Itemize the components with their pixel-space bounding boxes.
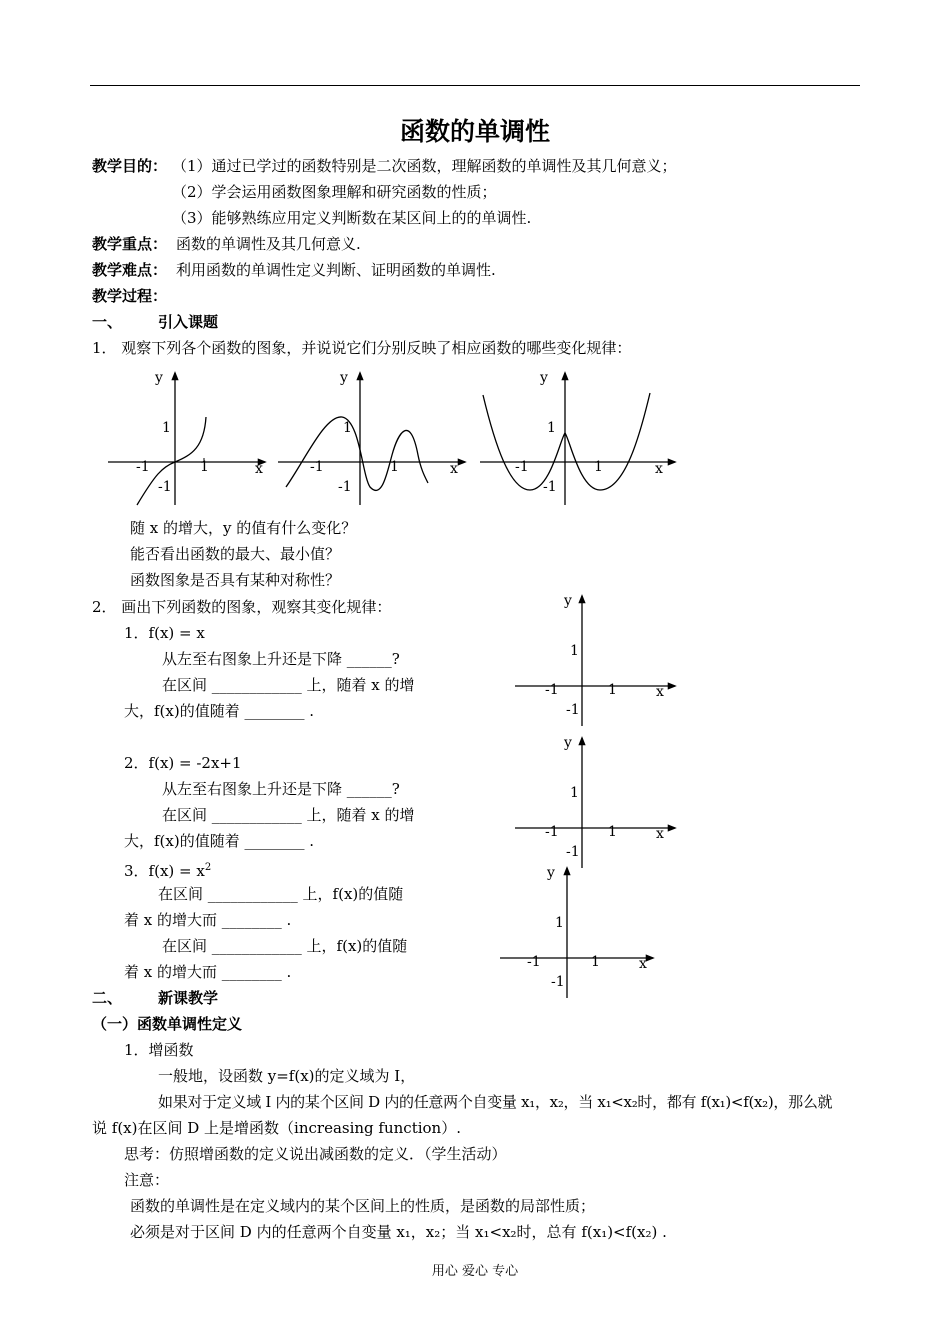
ex1-line1: 从左至右图象上升还是下降 ______? [162, 650, 400, 668]
goals-label: 教学目的： [92, 157, 168, 175]
question-line-1: 随 x 的增大，y 的值有什么变化？ [130, 519, 357, 537]
ex3-line1: 在区间 ____________ 上，f(x)的值随 [158, 885, 404, 903]
tick-one-y: 1 [547, 420, 556, 436]
tick-one-x: 1 [608, 824, 617, 840]
difficult-points-text: 利用函数的单调性定义判断、证明函数的单调性. [176, 261, 496, 279]
ex3-exponent: 2 [204, 862, 212, 873]
page-footer: 用心 爱心 专心 [431, 1264, 519, 1279]
goal-3: （3）能够熟练应用定义判断数在某区间上的的单调性. [172, 209, 532, 227]
increasing-line1: 一般地，设函数 y=f(x)的定义域为 I， [158, 1067, 416, 1085]
section2-number: 二、 [92, 989, 123, 1007]
tick-one-y: 1 [162, 420, 171, 436]
tick-neg-one-x: -1 [136, 459, 150, 475]
key-points-text: 函数的单调性及其几何意义. [176, 235, 361, 253]
question-line-3: 函数图象是否具有某种对称性？ [130, 571, 341, 589]
tick-neg-one-y: -1 [338, 479, 352, 495]
x-label: x [656, 684, 664, 700]
x-label: x [639, 956, 647, 972]
ex2-line2: 在区间 ____________ 上，随着 x 的增 [162, 806, 415, 824]
y-label: y [564, 593, 572, 609]
section2-title: 新课教学 [158, 989, 219, 1007]
ex2-line1: 从左至右图象上升还是下降 ______? [162, 780, 400, 798]
tick-neg-one-y: -1 [566, 702, 580, 718]
key-points-label: 教学重点： [92, 235, 168, 253]
note-label: 注意： [124, 1171, 170, 1189]
graph-w-shape [475, 365, 680, 510]
tick-neg-one-y: -1 [566, 844, 580, 860]
section1-title: 引入课题 [158, 313, 219, 331]
ex1-line3: 大，f(x)的值随着 ________ . [124, 702, 315, 720]
ex1-line2: 在区间 ____________ 上，随着 x 的增 [162, 676, 415, 694]
y-label: y [340, 370, 348, 386]
subsection-1-title: （一）函数单调性定义 [92, 1015, 243, 1033]
blank-axes-3 [495, 862, 665, 1002]
tick-one-x: 1 [390, 459, 399, 475]
tick-one-y: 1 [555, 915, 564, 931]
curve [483, 393, 650, 490]
question-1: 1． 观察下列各个函数的图象，并说说它们分别反映了相应函数的哪些变化规律： [92, 339, 632, 357]
section1-number: 一、 [92, 313, 123, 331]
increasing-line3: 说 f(x)在区间 D 上是增函数（increasing function）. [92, 1119, 461, 1137]
x-label: x [255, 461, 263, 477]
graph-wave [270, 365, 470, 510]
y-label: y [547, 865, 555, 881]
tick-neg-one-x: -1 [515, 459, 529, 475]
header-rule [90, 85, 860, 86]
tick-one-y: 1 [570, 785, 579, 801]
process-label: 教学过程： [92, 287, 168, 305]
ex3-head-text: 3．f(x) = x [124, 862, 205, 880]
tick-neg-one-x: -1 [545, 682, 559, 698]
ex2-line3: 大，f(x)的值随着 ________ . [124, 832, 315, 850]
x-label: x [450, 461, 458, 477]
question-2: 2． 画出下列函数的图象，观察其变化规律： [92, 598, 392, 616]
increasing-line2: 如果对于定义域 I 内的某个区间 D 内的任意两个自变量 x₁，x₂，当 x₁<x₂时，都有 f(x₁)<f(x₂)，那么就 [158, 1093, 833, 1111]
blank-axes-2 [510, 732, 680, 872]
tick-one-x: 1 [608, 682, 617, 698]
tick-neg-one-y: -1 [551, 974, 565, 990]
ex3-line2: 着 x 的增大而 ________ . [124, 911, 292, 929]
y-label: y [564, 735, 572, 751]
ex3-head [124, 858, 211, 881]
ex3-line4: 着 x 的增大而 ________ . [124, 963, 292, 981]
tick-one-x: 1 [200, 459, 209, 475]
y-label: y [540, 370, 548, 386]
x-label: x [656, 826, 664, 842]
goal-2: （2）学会运用函数图象理解和研究函数的性质； [172, 183, 497, 201]
ex1-head: 1．f(x) = x [124, 624, 205, 642]
ex2-head: 2．f(x) = -2x+1 [124, 754, 242, 772]
tick-neg-one-x: -1 [545, 824, 559, 840]
question-line-2: 能否看出函数的最大、最小值？ [130, 545, 341, 563]
y-label: y [155, 370, 163, 386]
think-line: 思考：仿照增函数的定义说出减函数的定义．（学生活动） [124, 1145, 507, 1163]
note-1: 函数的单调性是在定义域内的某个区间上的性质，是函数的局部性质； [130, 1197, 596, 1215]
tick-neg-one-y: -1 [158, 479, 172, 495]
tick-one-y: 1 [570, 643, 579, 659]
tick-one-x: 1 [594, 459, 603, 475]
tick-one-x: 1 [591, 954, 600, 970]
ex3-line3: 在区间 ____________ 上，f(x)的值随 [162, 937, 408, 955]
goal-1: （1）通过已学过的函数特别是二次函数，理解函数的单调性及其几何意义； [172, 157, 677, 175]
x-label: x [655, 461, 663, 477]
tick-neg-one-x: -1 [527, 954, 541, 970]
increasing-head: 1．增函数 [124, 1041, 194, 1059]
tick-one-y: 1 [343, 420, 352, 436]
note-2: 必须是对于区间 D 内的任意两个自变量 x₁，x₂；当 x₁<x₂时，总有 f(x₁)<f(x₂) . [130, 1223, 667, 1241]
blank-axes-1 [510, 590, 680, 730]
page-title: 函数的单调性 [399, 117, 550, 146]
tick-neg-one-x: -1 [310, 459, 324, 475]
tick-neg-one-y: -1 [543, 479, 557, 495]
curve [286, 417, 428, 490]
difficult-points-label: 教学难点： [92, 261, 168, 279]
graph-cubic [100, 365, 270, 510]
